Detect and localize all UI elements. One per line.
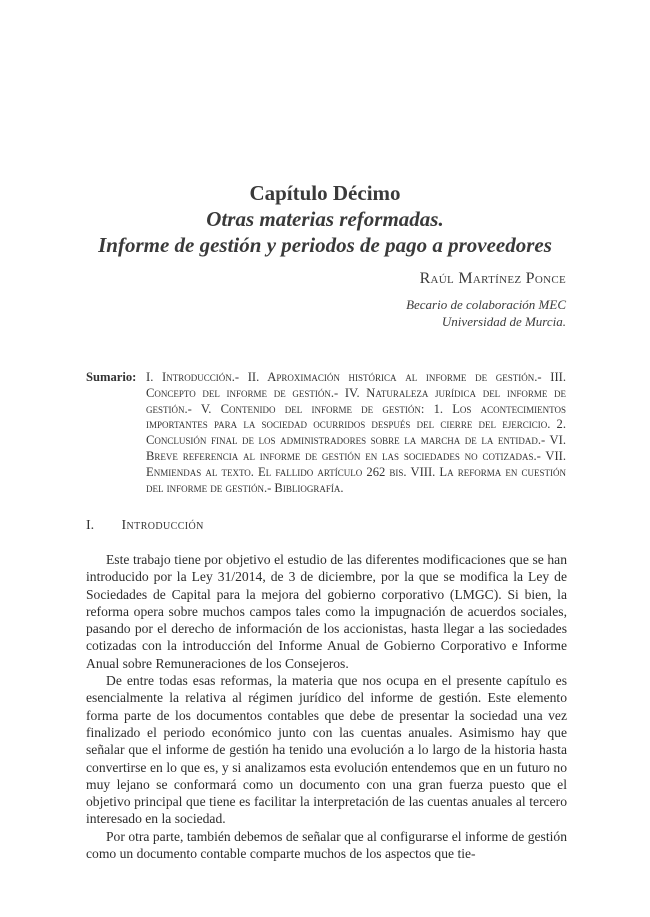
author-name: Raúl Martínez Ponce <box>419 270 566 287</box>
summary-label: Sumario: <box>86 370 137 384</box>
section-title: Introducción <box>121 518 204 533</box>
paragraph: De entre todas esas reformas, la materia que nos ocupa en el presente capítulo es esencialmente la relativa al régimen jurídico del informe de gestión. Este elemento forma parte de los documentos contables que debe de presentar la sociedad una vez finalizado el periodo económico junto con las cuentas anuales. Asimismo hay que señalar que el informe de gestión ha tenido una evolución a lo largo de la historia hasta convertirse en lo que es, y si analizamos esta evolución entendemos que en un futuro no muy lejano se conformará como un documento con una gran fuerza puesto que el objetivo principal que tiene es facilitar la interpretación de las cuentas anuales al tercero interesado en la sociedad. <box>86 673 567 827</box>
author-affiliation-2: Universidad de Murcia. <box>441 314 566 329</box>
section-number: I. <box>86 518 95 533</box>
author-affiliation-1: Becario de colaboración MEC <box>406 297 566 312</box>
chapter-subtitle-2: Informe de gestión y periodos de pago a proveedores <box>98 233 552 257</box>
summary-block <box>86 370 566 496</box>
section-heading <box>86 518 204 534</box>
paragraph: Por otra parte, también debemos de señalar que al configurarse el informe de gestión como un documento contable comparte muchos de los aspectos que tie- <box>86 828 567 862</box>
paragraph: Este trabajo tiene por objetivo el estudio de las diferentes modificaciones que se han introducido por la Ley 31/2014, de 3 de diciembre, por la que se modifica la Ley de Sociedades de Capital para la mejora del gobierno corporativo (LMGC). Si bien, la reforma opera sobre muchos campos tales como la impugnación de acuerdos sociales, pasando por el derecho de información de los accionistas, hasta llegar a las sociedades cotizadas con la introducción del Informe Anual de Gobierno Corporativo e Informe Anual sobre Remuneraciones de los Consejeros. <box>86 552 567 671</box>
author-block <box>406 268 566 330</box>
chapter-title: Capítulo Décimo <box>249 181 401 205</box>
chapter-subtitle: Otras materias reformadas. <box>206 207 444 231</box>
chapter-title-block <box>80 180 570 258</box>
body-text <box>86 551 567 862</box>
summary-text: I. Introducción.- II. Aproximación histórica al informe de gestión.- III. Concepto del informe de gestión.- IV. Naturaleza jurídica del informe de gestión.- V. Contenido del informe de gestión: 1. Los acontecimientos importantes para la sociedad ocurridos después del cierre del ejercicio. 2. Conclusión final de los administradores sobre la marcha de la entidad.- VI. Breve referencia al informe de gestión en las sociedades no cotizadas.- VII. Enmiendas al texto. El fallido artículo 262 bis. VIII. La reforma en cuestión del informe de gestión.- Bibliografía. <box>146 370 566 495</box>
